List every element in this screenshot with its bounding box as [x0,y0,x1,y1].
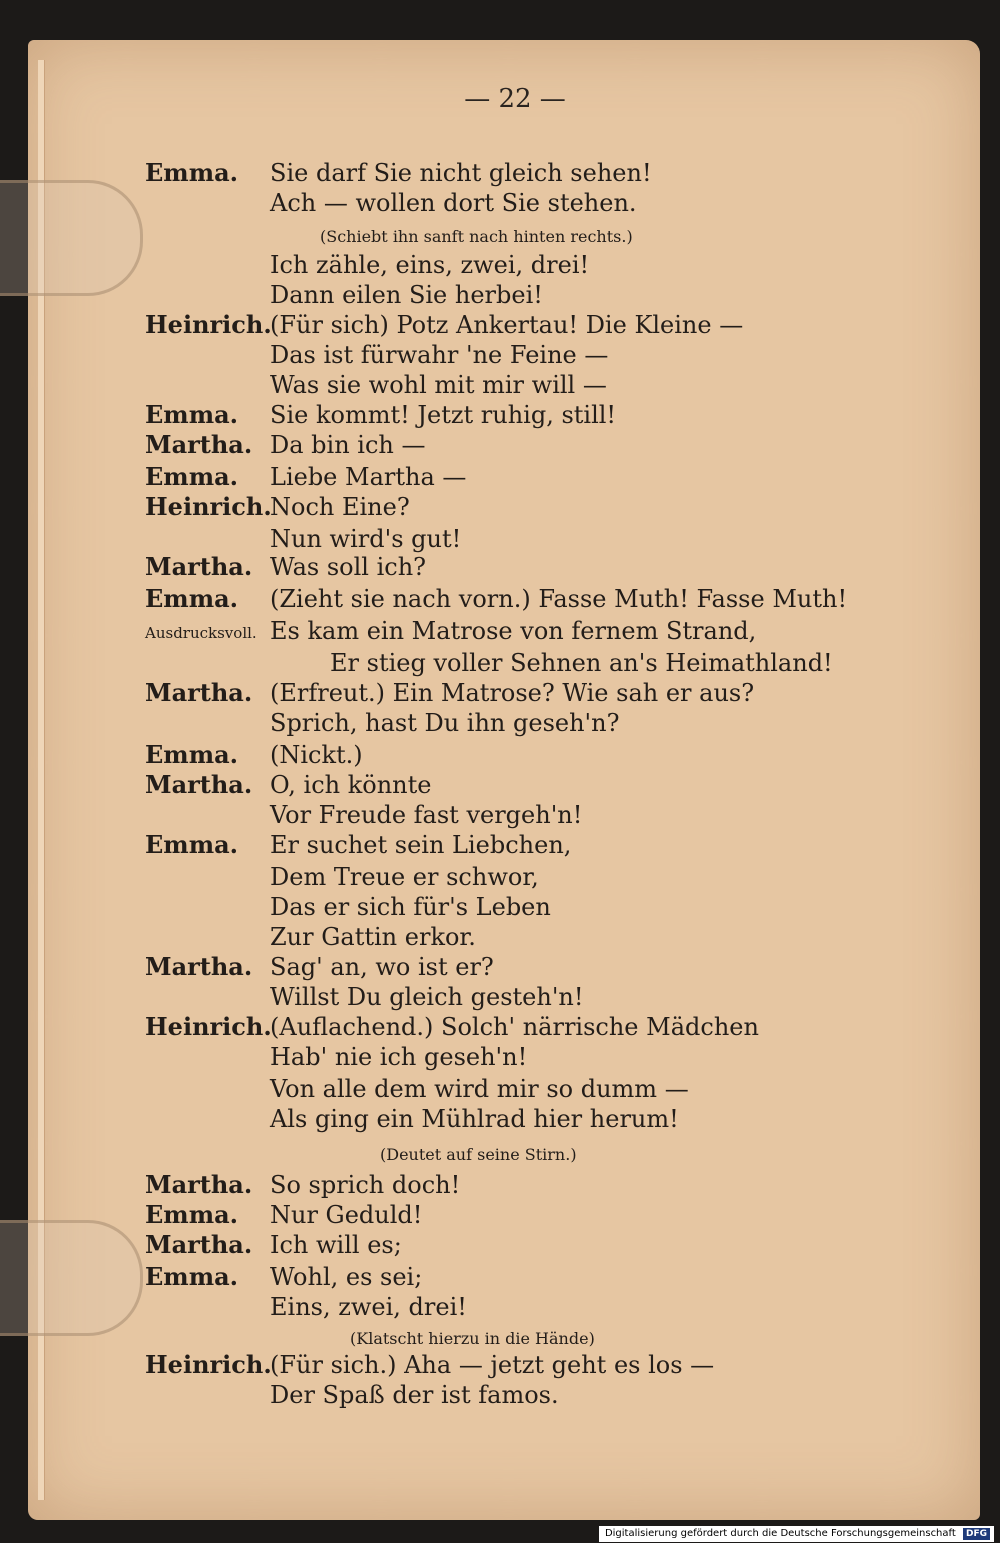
dialogue-line [0,430,960,460]
dialogue-text-line: Der Spaß der ist famos. [270,1381,559,1409]
dialogue-line [0,462,960,492]
dialogue-text-line: Als ging ein Mühlrad hier herum! [270,1105,679,1133]
speaker-name: Emma. [145,584,238,613]
speaker-name: Heinrich. [145,1012,272,1041]
dialogue-text-line: Sprich, hast Du ihn geseh'n? [270,709,620,737]
dialogue-text-line: Liebe Martha — [270,463,467,491]
dialogue-text-line: Ich will es; [270,1231,402,1259]
dialogue-text-line: Wohl, es sei; [270,1263,423,1291]
dialogue-text-line: Eins, zwei, drei! [270,1293,467,1321]
speaker-name: Martha. [145,952,253,981]
dialogue-line [0,800,960,830]
dialogue-text-line: Sag' an, wo ist er? [270,953,494,981]
dialogue-text-line: (Auflachend.) Solch' närrische Mädchen [270,1013,759,1041]
dialogue-text-line: Dann eilen Sie herbei! [270,281,543,309]
dialogue-line [0,892,960,922]
speaker-name: Emma. [145,830,238,859]
dialogue-text-line: Zur Gattin erkor. [270,923,476,951]
speaker-name: Martha. [145,1170,253,1199]
dialogue-line [0,370,960,400]
dialogue-line [0,1230,960,1260]
dialogue-text-line: Willst Du gleich gesteh'n! [270,983,584,1011]
dialogue-line [0,708,960,738]
dialogue-line [0,1170,960,1200]
speaker-name: Martha. [145,430,253,459]
stage-direction: (Deutet auf seine Stirn.) [380,1145,577,1164]
dialogue-text-line: (Für sich) Potz Ankertau! Die Kleine — [270,311,744,339]
dialogue-text-line: Ich zähle, eins, zwei, drei! [270,251,590,279]
speaker-name: Emma. [145,400,238,429]
dialogue-line [0,1380,960,1410]
dialogue-line [0,952,960,982]
dialogue-text-line: Nur Geduld! [270,1201,423,1229]
dialogue-line [0,678,960,708]
dialogue-text-line: So sprich doch! [270,1171,461,1199]
dialogue-text-line: Das er sich für's Leben [270,893,551,921]
dialogue-line [0,222,960,252]
dialogue-text-line: Hab' nie ich geseh'n! [270,1043,528,1071]
speaker-name: Martha. [145,678,253,707]
dialogue-line [0,982,960,1012]
dialogue-line [0,310,960,340]
dialogue-text-line: (Erfreut.) Ein Matrose? Wie sah er aus? [270,679,755,707]
dialogue-line [0,1200,960,1230]
dfg-logo: DFG [963,1528,990,1540]
dialogue-line [0,862,960,892]
speaker-name: Emma. [145,740,238,769]
dialogue-line [0,1262,960,1292]
dialogue-line [0,280,960,310]
dialogue-text-line: (Für sich.) Aha — jetzt geht es los — [270,1351,715,1379]
footer-text: Digitalisierung gefördert durch die Deutsche Forschungsgemeinschaft [604,1528,956,1539]
stage-direction: (Klatscht hierzu in die Hände) [350,1329,595,1348]
dialogue-text-line: Ach — wollen dort Sie stehen. [270,189,637,217]
dialogue-text-line: Das ist fürwahr 'ne Feine — [270,341,609,369]
dialogue-line [0,1104,960,1134]
dialogue-line [0,648,960,678]
dialogue-text-line: Da bin ich — [270,431,426,459]
dialogue-text-line: Dem Treue er schwor, [270,863,539,891]
speaker-name: Emma. [145,158,238,187]
dialogue-text-line: Was sie wohl mit mir will — [270,371,607,399]
stage-direction: (Schiebt ihn sanft nach hinten rechts.) [320,227,633,246]
dialogue-line [0,1012,960,1042]
dialogue-text-line: Er stieg voller Sehnen an's Heimathland! [330,649,833,677]
dialogue-line [0,400,960,430]
dialogue-line [0,616,960,646]
dialogue-line [0,1140,960,1170]
dialogue-text-line: Sie kommt! Jetzt ruhig, still! [270,401,617,429]
speaker-name: Heinrich. [145,1350,272,1379]
dialogue-text-line: Was soll ich? [270,553,427,581]
speaker-name: Martha. [145,1230,253,1259]
page-number: — 22 — [464,84,566,114]
speaker-name: Heinrich. [145,492,272,521]
speaker-name: Emma. [145,462,238,491]
dialogue-line [0,158,960,188]
dialogue-line [0,340,960,370]
speaker-name: Martha. [145,770,253,799]
dialogue-text-line: Von alle dem wird mir so dumm — [270,1075,689,1103]
dialogue-text-line: Nun wird's gut! [270,525,462,553]
dialogue-line [0,830,960,860]
dialogue-line [0,584,960,614]
dialogue-text-line: (Nickt.) [270,741,363,769]
dialogue-line [0,740,960,770]
dialogue-line [0,188,960,218]
speaker-name: Martha. [145,552,253,581]
speaker-name: Emma. [145,1262,238,1291]
dialogue-text-line: Vor Freude fast vergeh'n! [270,801,583,829]
dialogue-line [0,922,960,952]
dialogue-line [0,552,960,582]
dialogue-line [0,524,960,554]
dialogue-line [0,1042,960,1072]
dialogue-line [0,1074,960,1104]
dialogue-line [0,1350,960,1380]
speaker-name: Ausdrucksvoll. [145,624,257,642]
dialogue-line [0,770,960,800]
dialogue-line [0,250,960,280]
footer-credit [599,1526,994,1542]
speaker-name: Emma. [145,1200,238,1229]
dialogue-text-line: Es kam ein Matrose von fernem Strand, [270,617,757,645]
dialogue-line [0,1292,960,1322]
dialogue-line [0,492,960,522]
dialogue-text-line: (Zieht sie nach vorn.) Fasse Muth! Fasse Muth! [270,585,848,613]
dialogue-text-line: Noch Eine? [270,493,410,521]
dialogue-text-line: Er suchet sein Liebchen, [270,831,572,859]
dialogue-text-line: O, ich könnte [270,771,432,799]
dialogue-text-line: Sie darf Sie nicht gleich sehen! [270,159,652,187]
speaker-name: Heinrich. [145,310,272,339]
